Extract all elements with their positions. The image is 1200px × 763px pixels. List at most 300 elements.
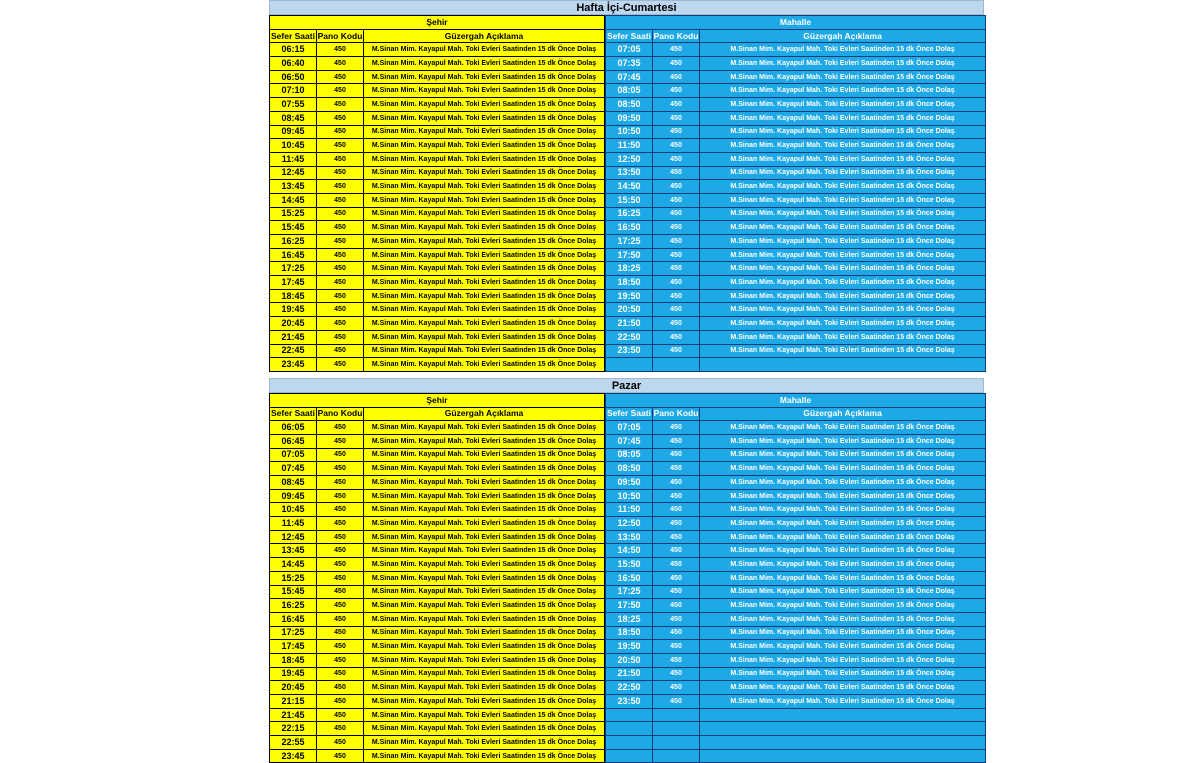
pano-kodu: 450 xyxy=(653,330,700,344)
guzergah-aciklama-header: Güzergah Açıklama xyxy=(700,407,986,421)
table-row xyxy=(606,70,986,84)
route-description: M.Sinan Mim. Kayapul Mah. Toki Evleri Saatinden 15 dk Önce Dolaş xyxy=(364,180,605,194)
route-description: M.Sinan Mim. Kayapul Mah. Toki Evleri Saatinden 15 dk Önce Dolaş xyxy=(364,344,605,358)
departure-time: 11:45 xyxy=(270,152,317,166)
route-description: M.Sinan Mim. Kayapul Mah. Toki Evleri Saatinden 15 dk Önce Dolaş xyxy=(700,448,986,462)
table-row xyxy=(606,125,986,139)
pano-kodu: 450 xyxy=(653,289,700,303)
pano-kodu: 450 xyxy=(653,98,700,112)
departure-time: 08:45 xyxy=(270,111,317,125)
table-row xyxy=(606,166,986,180)
pano-kodu: 450 xyxy=(317,111,364,125)
table-row xyxy=(606,653,986,667)
route-description: M.Sinan Mim. Kayapul Mah. Toki Evleri Saatinden 15 dk Önce Dolaş xyxy=(364,448,605,462)
pano-kodu-header: Pano Kodu xyxy=(317,407,364,421)
sefer-saati-header: Sefer Saati xyxy=(270,407,317,421)
table-row xyxy=(270,344,605,358)
departure-time: 13:45 xyxy=(270,180,317,194)
departure-time: 13:50 xyxy=(606,166,653,180)
route-description: M.Sinan Mim. Kayapul Mah. Toki Evleri Saatinden 15 dk Önce Dolaş xyxy=(364,303,605,317)
table-row xyxy=(606,667,986,681)
pano-kodu: 450 xyxy=(653,653,700,667)
empty-cell xyxy=(700,749,986,763)
route-description: M.Sinan Mim. Kayapul Mah. Toki Evleri Saatinden 15 dk Önce Dolaş xyxy=(364,125,605,139)
pano-kodu: 450 xyxy=(317,98,364,112)
route-description: M.Sinan Mim. Kayapul Mah. Toki Evleri Saatinden 15 dk Önce Dolaş xyxy=(364,503,605,517)
empty-cell xyxy=(606,749,653,763)
departure-time: 10:50 xyxy=(606,489,653,503)
route-description: M.Sinan Mim. Kayapul Mah. Toki Evleri Saatinden 15 dk Önce Dolaş xyxy=(364,276,605,290)
sehir-table xyxy=(269,393,605,763)
route-description: M.Sinan Mim. Kayapul Mah. Toki Evleri Saatinden 15 dk Önce Dolaş xyxy=(364,70,605,84)
departure-time: 17:25 xyxy=(270,626,317,640)
route-description: M.Sinan Mim. Kayapul Mah. Toki Evleri Saatinden 15 dk Önce Dolaş xyxy=(700,98,986,112)
departure-time: 15:45 xyxy=(270,585,317,599)
table-row xyxy=(270,248,605,262)
departure-time: 21:45 xyxy=(270,708,317,722)
departure-time: 18:25 xyxy=(606,612,653,626)
departure-time: 21:50 xyxy=(606,317,653,331)
departure-time: 11:50 xyxy=(606,139,653,153)
mahalle-table xyxy=(605,15,986,372)
pano-kodu: 450 xyxy=(317,585,364,599)
route-description: M.Sinan Mim. Kayapul Mah. Toki Evleri Saatinden 15 dk Önce Dolaş xyxy=(700,599,986,613)
route-description: M.Sinan Mim. Kayapul Mah. Toki Evleri Saatinden 15 dk Önce Dolaş xyxy=(364,749,605,763)
departure-time: 10:45 xyxy=(270,503,317,517)
pano-kodu: 450 xyxy=(317,640,364,654)
pano-kodu: 450 xyxy=(653,599,700,613)
departure-time: 06:15 xyxy=(270,43,317,57)
pano-kodu: 450 xyxy=(653,476,700,490)
sehir-group-label: Şehir xyxy=(270,16,605,30)
route-description: M.Sinan Mim. Kayapul Mah. Toki Evleri Saatinden 15 dk Önce Dolaş xyxy=(364,476,605,490)
route-description: M.Sinan Mim. Kayapul Mah. Toki Evleri Saatinden 15 dk Önce Dolaş xyxy=(700,695,986,709)
pano-kodu-header: Pano Kodu xyxy=(653,407,700,421)
empty-cell xyxy=(653,358,700,372)
pano-kodu: 450 xyxy=(317,544,364,558)
route-description: M.Sinan Mim. Kayapul Mah. Toki Evleri Saatinden 15 dk Önce Dolaş xyxy=(364,289,605,303)
departure-time: 08:05 xyxy=(606,84,653,98)
departure-time: 15:50 xyxy=(606,193,653,207)
pano-kodu: 450 xyxy=(653,221,700,235)
route-description: M.Sinan Mim. Kayapul Mah. Toki Evleri Saatinden 15 dk Önce Dolaş xyxy=(700,667,986,681)
table-row xyxy=(606,84,986,98)
route-description: M.Sinan Mim. Kayapul Mah. Toki Evleri Saatinden 15 dk Önce Dolaş xyxy=(364,221,605,235)
departure-time: 07:35 xyxy=(606,57,653,71)
pano-kodu: 450 xyxy=(317,125,364,139)
departure-time: 21:50 xyxy=(606,667,653,681)
table-row xyxy=(270,681,605,695)
pano-kodu: 450 xyxy=(653,70,700,84)
pano-kodu: 450 xyxy=(317,448,364,462)
route-description: M.Sinan Mim. Kayapul Mah. Toki Evleri Saatinden 15 dk Önce Dolaş xyxy=(364,571,605,585)
table-row xyxy=(606,152,986,166)
departure-time: 07:05 xyxy=(270,448,317,462)
section-title: Hafta İçi-Cumartesi xyxy=(269,0,984,15)
pano-kodu-header: Pano Kodu xyxy=(653,29,700,43)
pano-kodu: 450 xyxy=(653,681,700,695)
departure-time: 14:45 xyxy=(270,558,317,572)
departure-time: 13:45 xyxy=(270,544,317,558)
table-row xyxy=(606,517,986,531)
pano-kodu: 450 xyxy=(653,207,700,221)
pano-kodu: 450 xyxy=(317,84,364,98)
pano-kodu: 450 xyxy=(653,489,700,503)
pano-kodu: 450 xyxy=(317,530,364,544)
pano-kodu: 450 xyxy=(317,681,364,695)
table-row xyxy=(270,57,605,71)
route-description: M.Sinan Mim. Kayapul Mah. Toki Evleri Saatinden 15 dk Önce Dolaş xyxy=(700,571,986,585)
departure-time: 07:55 xyxy=(270,98,317,112)
departure-time: 23:45 xyxy=(270,358,317,372)
departure-time: 11:50 xyxy=(606,503,653,517)
pano-kodu: 450 xyxy=(317,139,364,153)
departure-time: 06:50 xyxy=(270,70,317,84)
pano-kodu: 450 xyxy=(653,612,700,626)
pano-kodu: 450 xyxy=(317,166,364,180)
table-row xyxy=(270,626,605,640)
route-description: M.Sinan Mim. Kayapul Mah. Toki Evleri Saatinden 15 dk Önce Dolaş xyxy=(700,653,986,667)
departure-time: 09:45 xyxy=(270,489,317,503)
departure-time: 22:15 xyxy=(270,722,317,736)
pano-kodu: 450 xyxy=(653,434,700,448)
departure-time: 22:55 xyxy=(270,736,317,750)
route-description: M.Sinan Mim. Kayapul Mah. Toki Evleri Saatinden 15 dk Önce Dolaş xyxy=(700,626,986,640)
table-row xyxy=(606,476,986,490)
tables-row xyxy=(269,393,984,763)
table-row xyxy=(270,235,605,249)
pano-kodu: 450 xyxy=(653,344,700,358)
empty-cell xyxy=(606,358,653,372)
table-row xyxy=(270,303,605,317)
pano-kodu: 450 xyxy=(317,344,364,358)
departure-time: 06:40 xyxy=(270,57,317,71)
route-description: M.Sinan Mim. Kayapul Mah. Toki Evleri Saatinden 15 dk Önce Dolaş xyxy=(700,330,986,344)
route-description: M.Sinan Mim. Kayapul Mah. Toki Evleri Saatinden 15 dk Önce Dolaş xyxy=(364,626,605,640)
table-row xyxy=(270,544,605,558)
table-row xyxy=(606,180,986,194)
pano-kodu: 450 xyxy=(653,166,700,180)
table-row xyxy=(606,358,986,372)
route-description: M.Sinan Mim. Kayapul Mah. Toki Evleri Saatinden 15 dk Önce Dolaş xyxy=(700,317,986,331)
pano-kodu: 450 xyxy=(653,43,700,57)
table-row xyxy=(270,736,605,750)
table-row xyxy=(606,193,986,207)
table-row xyxy=(270,503,605,517)
table-row xyxy=(606,462,986,476)
empty-cell xyxy=(653,749,700,763)
pano-kodu: 450 xyxy=(653,558,700,572)
table-row xyxy=(270,43,605,57)
pano-kodu: 450 xyxy=(653,421,700,435)
pano-kodu: 450 xyxy=(317,695,364,709)
route-description: M.Sinan Mim. Kayapul Mah. Toki Evleri Saatinden 15 dk Önce Dolaş xyxy=(700,289,986,303)
route-description: M.Sinan Mim. Kayapul Mah. Toki Evleri Saatinden 15 dk Önce Dolaş xyxy=(700,544,986,558)
departure-time: 15:25 xyxy=(270,571,317,585)
pano-kodu: 450 xyxy=(653,235,700,249)
pano-kodu: 450 xyxy=(317,152,364,166)
departure-time: 20:50 xyxy=(606,653,653,667)
table-row xyxy=(606,262,986,276)
pano-kodu: 450 xyxy=(317,303,364,317)
guzergah-aciklama-header: Güzergah Açıklama xyxy=(364,407,605,421)
pano-kodu: 450 xyxy=(317,43,364,57)
departure-time: 19:45 xyxy=(270,303,317,317)
route-description: M.Sinan Mim. Kayapul Mah. Toki Evleri Saatinden 15 dk Önce Dolaş xyxy=(364,152,605,166)
table-row xyxy=(270,434,605,448)
route-description: M.Sinan Mim. Kayapul Mah. Toki Evleri Saatinden 15 dk Önce Dolaş xyxy=(364,544,605,558)
guzergah-aciklama-header: Güzergah Açıklama xyxy=(364,29,605,43)
route-description: M.Sinan Mim. Kayapul Mah. Toki Evleri Saatinden 15 dk Önce Dolaş xyxy=(700,681,986,695)
route-description: M.Sinan Mim. Kayapul Mah. Toki Evleri Saatinden 15 dk Önce Dolaş xyxy=(364,98,605,112)
route-description: M.Sinan Mim. Kayapul Mah. Toki Evleri Saatinden 15 dk Önce Dolaş xyxy=(364,434,605,448)
pano-kodu: 450 xyxy=(317,708,364,722)
route-description: M.Sinan Mim. Kayapul Mah. Toki Evleri Saatinden 15 dk Önce Dolaş xyxy=(700,421,986,435)
sefer-saati-header: Sefer Saati xyxy=(606,29,653,43)
pano-kodu: 450 xyxy=(653,517,700,531)
table-row xyxy=(270,558,605,572)
pano-kodu: 450 xyxy=(653,152,700,166)
departure-time: 12:45 xyxy=(270,166,317,180)
departure-time: 19:45 xyxy=(270,667,317,681)
route-description: M.Sinan Mim. Kayapul Mah. Toki Evleri Saatinden 15 dk Önce Dolaş xyxy=(700,139,986,153)
route-description: M.Sinan Mim. Kayapul Mah. Toki Evleri Saatinden 15 dk Önce Dolaş xyxy=(364,207,605,221)
route-description: M.Sinan Mim. Kayapul Mah. Toki Evleri Saatinden 15 dk Önce Dolaş xyxy=(700,125,986,139)
empty-cell xyxy=(606,736,653,750)
departure-time: 12:50 xyxy=(606,517,653,531)
route-description: M.Sinan Mim. Kayapul Mah. Toki Evleri Saatinden 15 dk Önce Dolaş xyxy=(700,612,986,626)
route-description: M.Sinan Mim. Kayapul Mah. Toki Evleri Saatinden 15 dk Önce Dolaş xyxy=(700,262,986,276)
pano-kodu: 450 xyxy=(317,276,364,290)
route-description: M.Sinan Mim. Kayapul Mah. Toki Evleri Saatinden 15 dk Önce Dolaş xyxy=(364,681,605,695)
table-row xyxy=(606,344,986,358)
pano-kodu: 450 xyxy=(317,330,364,344)
route-description: M.Sinan Mim. Kayapul Mah. Toki Evleri Saatinden 15 dk Önce Dolaş xyxy=(364,139,605,153)
departure-time: 06:05 xyxy=(270,421,317,435)
timetable-document xyxy=(269,0,984,763)
mahalle-group-label: Mahalle xyxy=(606,16,986,30)
table-row xyxy=(270,571,605,585)
table-row xyxy=(270,166,605,180)
pano-kodu: 450 xyxy=(653,84,700,98)
route-description: M.Sinan Mim. Kayapul Mah. Toki Evleri Saatinden 15 dk Önce Dolaş xyxy=(364,695,605,709)
empty-cell xyxy=(606,722,653,736)
pano-kodu: 450 xyxy=(653,317,700,331)
table-row xyxy=(270,530,605,544)
departure-time: 14:50 xyxy=(606,180,653,194)
departure-time: 23:50 xyxy=(606,344,653,358)
table-row xyxy=(270,180,605,194)
pano-kodu: 450 xyxy=(317,248,364,262)
table-row xyxy=(270,276,605,290)
departure-time: 18:45 xyxy=(270,289,317,303)
table-row xyxy=(606,139,986,153)
table-row xyxy=(606,43,986,57)
pano-kodu: 450 xyxy=(317,489,364,503)
pano-kodu: 450 xyxy=(653,667,700,681)
route-description: M.Sinan Mim. Kayapul Mah. Toki Evleri Saatinden 15 dk Önce Dolaş xyxy=(364,248,605,262)
departure-time: 18:45 xyxy=(270,653,317,667)
table-row xyxy=(270,448,605,462)
route-description: M.Sinan Mim. Kayapul Mah. Toki Evleri Saatinden 15 dk Önce Dolaş xyxy=(364,330,605,344)
pano-kodu: 450 xyxy=(653,193,700,207)
departure-time: 17:25 xyxy=(270,262,317,276)
route-description: M.Sinan Mim. Kayapul Mah. Toki Evleri Saatinden 15 dk Önce Dolaş xyxy=(700,152,986,166)
table-row xyxy=(270,708,605,722)
pano-kodu: 450 xyxy=(317,262,364,276)
route-description: M.Sinan Mim. Kayapul Mah. Toki Evleri Saatinden 15 dk Önce Dolaş xyxy=(700,43,986,57)
route-description: M.Sinan Mim. Kayapul Mah. Toki Evleri Saatinden 15 dk Önce Dolaş xyxy=(700,84,986,98)
table-row xyxy=(606,289,986,303)
departure-time: 08:05 xyxy=(606,448,653,462)
departure-time: 19:50 xyxy=(606,640,653,654)
table-row xyxy=(270,517,605,531)
departure-time: 21:15 xyxy=(270,695,317,709)
route-description: M.Sinan Mim. Kayapul Mah. Toki Evleri Saatinden 15 dk Önce Dolaş xyxy=(700,517,986,531)
departure-time: 23:45 xyxy=(270,749,317,763)
pano-kodu: 450 xyxy=(317,57,364,71)
departure-time: 10:45 xyxy=(270,139,317,153)
departure-time: 22:45 xyxy=(270,344,317,358)
route-description: M.Sinan Mim. Kayapul Mah. Toki Evleri Saatinden 15 dk Önce Dolaş xyxy=(700,207,986,221)
route-description: M.Sinan Mim. Kayapul Mah. Toki Evleri Saatinden 15 dk Önce Dolaş xyxy=(700,111,986,125)
table-row xyxy=(270,599,605,613)
table-row xyxy=(606,544,986,558)
table-row xyxy=(606,736,986,750)
table-row xyxy=(606,448,986,462)
pano-kodu: 450 xyxy=(317,193,364,207)
pano-kodu: 450 xyxy=(653,448,700,462)
table-row xyxy=(606,626,986,640)
table-row xyxy=(270,84,605,98)
sefer-saati-header: Sefer Saati xyxy=(606,407,653,421)
pano-kodu: 450 xyxy=(317,180,364,194)
departure-time: 06:45 xyxy=(270,434,317,448)
empty-cell xyxy=(653,736,700,750)
route-description: M.Sinan Mim. Kayapul Mah. Toki Evleri Saatinden 15 dk Önce Dolaş xyxy=(364,421,605,435)
section-title: Pazar xyxy=(269,378,984,393)
departure-time: 17:45 xyxy=(270,640,317,654)
departure-time: 07:10 xyxy=(270,84,317,98)
empty-cell xyxy=(700,358,986,372)
pano-kodu: 450 xyxy=(317,421,364,435)
table-row xyxy=(606,708,986,722)
table-row xyxy=(606,585,986,599)
departure-time: 22:50 xyxy=(606,330,653,344)
route-description: M.Sinan Mim. Kayapul Mah. Toki Evleri Saatinden 15 dk Önce Dolaş xyxy=(364,530,605,544)
pano-kodu: 450 xyxy=(317,722,364,736)
empty-cell xyxy=(606,708,653,722)
empty-cell xyxy=(700,708,986,722)
pano-kodu: 450 xyxy=(653,640,700,654)
route-description: M.Sinan Mim. Kayapul Mah. Toki Evleri Saatinden 15 dk Önce Dolaş xyxy=(364,585,605,599)
pano-kodu: 450 xyxy=(653,503,700,517)
table-row xyxy=(270,70,605,84)
table-row xyxy=(270,489,605,503)
pano-kodu: 450 xyxy=(317,517,364,531)
departure-time: 16:25 xyxy=(270,599,317,613)
sefer-saati-header: Sefer Saati xyxy=(270,29,317,43)
pano-kodu: 450 xyxy=(653,125,700,139)
route-description: M.Sinan Mim. Kayapul Mah. Toki Evleri Saatinden 15 dk Önce Dolaş xyxy=(364,111,605,125)
table-row xyxy=(606,695,986,709)
pano-kodu: 450 xyxy=(317,462,364,476)
table-row xyxy=(606,276,986,290)
departure-time: 14:45 xyxy=(270,193,317,207)
departure-time: 23:50 xyxy=(606,695,653,709)
route-description: M.Sinan Mim. Kayapul Mah. Toki Evleri Saatinden 15 dk Önce Dolaş xyxy=(700,434,986,448)
pano-kodu: 450 xyxy=(653,139,700,153)
departure-time: 12:45 xyxy=(270,530,317,544)
departure-time: 22:50 xyxy=(606,681,653,695)
pano-kodu: 450 xyxy=(653,695,700,709)
departure-time: 08:50 xyxy=(606,98,653,112)
table-row xyxy=(270,653,605,667)
route-description: M.Sinan Mim. Kayapul Mah. Toki Evleri Saatinden 15 dk Önce Dolaş xyxy=(700,476,986,490)
departure-time: 16:50 xyxy=(606,221,653,235)
guzergah-aciklama-header: Güzergah Açıklama xyxy=(700,29,986,43)
mahalle-group-label: Mahalle xyxy=(606,393,986,407)
table-row xyxy=(270,358,605,372)
departure-time: 07:45 xyxy=(270,462,317,476)
departure-time: 20:45 xyxy=(270,681,317,695)
table-row xyxy=(606,503,986,517)
pano-kodu: 450 xyxy=(317,358,364,372)
route-description: M.Sinan Mim. Kayapul Mah. Toki Evleri Saatinden 15 dk Önce Dolaş xyxy=(700,57,986,71)
departure-time: 18:50 xyxy=(606,276,653,290)
route-description: M.Sinan Mim. Kayapul Mah. Toki Evleri Saatinden 15 dk Önce Dolaş xyxy=(364,736,605,750)
table-row xyxy=(606,612,986,626)
table-row xyxy=(606,640,986,654)
table-row xyxy=(270,476,605,490)
pano-kodu: 450 xyxy=(317,749,364,763)
pano-kodu: 450 xyxy=(653,303,700,317)
route-description: M.Sinan Mim. Kayapul Mah. Toki Evleri Saatinden 15 dk Önce Dolaş xyxy=(700,558,986,572)
route-description: M.Sinan Mim. Kayapul Mah. Toki Evleri Saatinden 15 dk Önce Dolaş xyxy=(700,248,986,262)
table-row xyxy=(270,695,605,709)
route-description: M.Sinan Mim. Kayapul Mah. Toki Evleri Saatinden 15 dk Önce Dolaş xyxy=(700,462,986,476)
departure-time: 16:25 xyxy=(270,235,317,249)
pano-kodu: 450 xyxy=(653,57,700,71)
departure-time: 21:45 xyxy=(270,330,317,344)
pano-kodu: 450 xyxy=(317,667,364,681)
route-description: M.Sinan Mim. Kayapul Mah. Toki Evleri Saatinden 15 dk Önce Dolaş xyxy=(364,653,605,667)
departure-time: 20:50 xyxy=(606,303,653,317)
departure-time: 08:45 xyxy=(270,476,317,490)
departure-time: 14:50 xyxy=(606,544,653,558)
table-row xyxy=(606,558,986,572)
mahalle-table xyxy=(605,393,986,763)
pano-kodu: 450 xyxy=(317,70,364,84)
route-description: M.Sinan Mim. Kayapul Mah. Toki Evleri Saatinden 15 dk Önce Dolaş xyxy=(700,303,986,317)
route-description: M.Sinan Mim. Kayapul Mah. Toki Evleri Saatinden 15 dk Önce Dolaş xyxy=(700,166,986,180)
table-row xyxy=(606,303,986,317)
pano-kodu: 450 xyxy=(317,476,364,490)
table-row xyxy=(606,489,986,503)
table-row xyxy=(606,248,986,262)
route-description: M.Sinan Mim. Kayapul Mah. Toki Evleri Saatinden 15 dk Önce Dolaş xyxy=(364,43,605,57)
table-row xyxy=(270,139,605,153)
pano-kodu: 450 xyxy=(653,111,700,125)
table-row xyxy=(270,640,605,654)
tables-row xyxy=(269,15,984,372)
route-description: M.Sinan Mim. Kayapul Mah. Toki Evleri Saatinden 15 dk Önce Dolaş xyxy=(700,640,986,654)
departure-time: 12:50 xyxy=(606,152,653,166)
departure-time: 09:50 xyxy=(606,111,653,125)
pano-kodu: 450 xyxy=(317,207,364,221)
pano-kodu: 450 xyxy=(653,462,700,476)
table-row xyxy=(606,98,986,112)
